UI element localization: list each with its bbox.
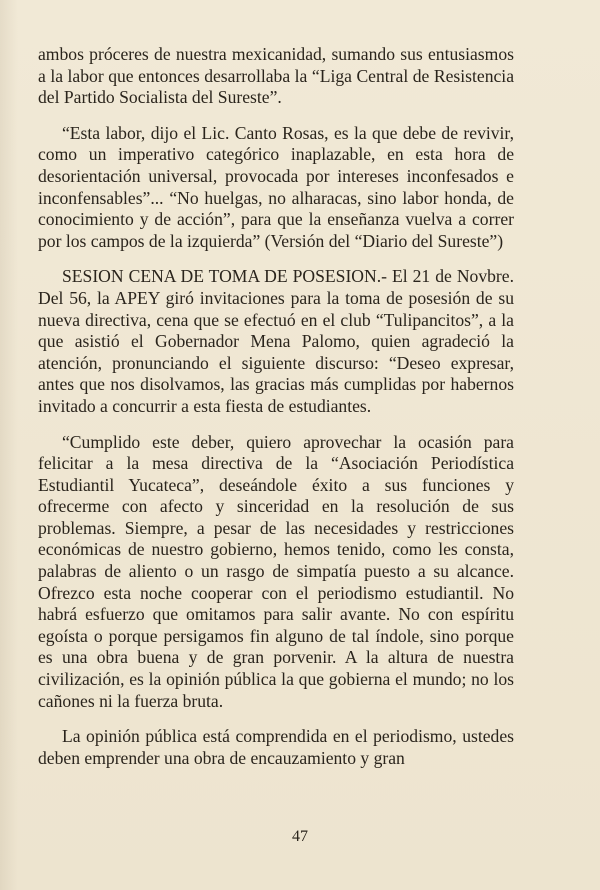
paragraph-4: “Cumplido este deber, quiero aprovechar la ocasión para felicitar a la mesa directiva de la “Asociación Periodística Estudiantil Yucateca”, deseándole éxito a sus funciones y ofrecerme con afecto y sinceridad en la resolución de sus problemas. Siempre, a pesar de las necesidades y restricciones económicas de nuestro gobierno, hemos tenido, como les consta, palabras de aliento o un rasgo de simpatía puesto a su alcance. Ofrezco esta noche cooperar con el periodismo estudiantil. No habrá esfuerzo que omitamos para salir avante. No con espíritu egoísta o porque persigamos fin alguno de tal índole, sino porque es una obra buena y de gran porvenir. A la altura de nuestra civilización, es la opinión pública la que gobierna el mundo; no los cañones ni la fuerza bruta.: [38, 431, 514, 711]
paragraph-2: “Esta labor, dijo el Lic. Canto Rosas, es la que debe de revivir, como un imperativo categórico inaplazable, en esta hora de desorientación universal, provocada por intereses inconfesados e inconfensables”... “No huelgas, no alharacas, sino labor honda, de conocimiento y de acción”, para que la enseñanza vuelva a correr por los campos de la izquierda” (Versión del “Diario del Sureste”): [38, 122, 514, 251]
body-text: [38, 44, 514, 783]
paragraph-1: ambos próceres de nuestra mexicanidad, sumando sus entusiasmos a la labor que entonces desarrollaba la “Liga Central de Resistencia del Partido Socialista del Sureste”.: [38, 44, 514, 108]
paragraph-3: SESION CENA DE TOMA DE POSESION.- El 21 de Novbre. Del 56, la APEY giró invitaciones para la toma de posesión de su nueva directiva, cena que se efectuó en el club “Tulipancitos”, a la que asistió el Gobernador Mena Palomo, quien agradeció la atención, pronunciando el siguiente discurso: “Deseo expresar, antes que nos disolvamos, las gracias más cumplidas por habernos invitado a concurrir a esta fiesta de estudiantes.: [38, 266, 514, 416]
paragraph-5: La opinión pública está comprendida en el periodismo, ustedes deben emprender una obra de encauzamiento y gran: [38, 726, 514, 768]
page-number: 47: [292, 828, 308, 845]
